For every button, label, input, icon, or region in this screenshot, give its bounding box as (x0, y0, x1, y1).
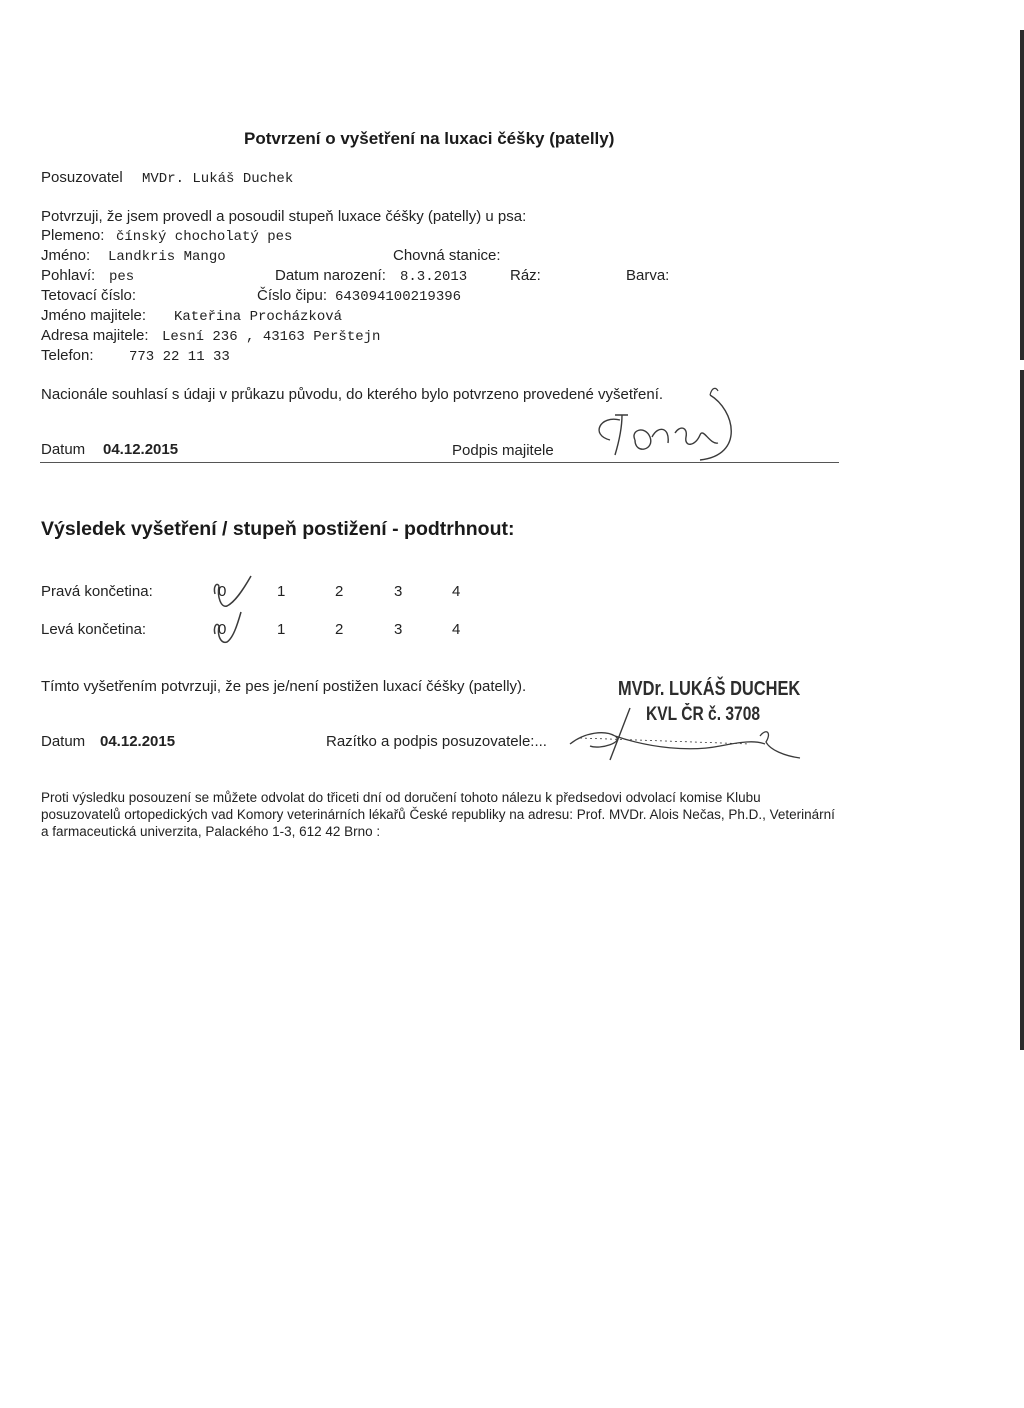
assessor-value: MVDr. Lukáš Duchek (142, 171, 294, 187)
breed-value: čínský chocholatý pes (116, 229, 293, 245)
dog-name-value: Landkris Mango (108, 249, 226, 265)
left-grade-1: 1 (277, 621, 286, 638)
phone-value: 773 22 11 33 (129, 349, 230, 365)
assessor-signature (560, 700, 810, 770)
right-grade-0: 0 (218, 583, 227, 600)
left-leg-check-mark (205, 608, 265, 648)
left-leg-label: Levá končetina: (41, 621, 147, 638)
document-title: Potvrzení o vyšetření na luxaci čéšky (patelly) (244, 129, 615, 148)
owner-address-value: Lesní 236 , 43163 Perštejn (162, 329, 381, 345)
birth-value: 8.3.2013 (400, 269, 468, 285)
phone-label: Telefon: (41, 347, 94, 364)
result-title: Výsledek vyšetření / stupeň postižení - podtrhnout: (41, 518, 515, 540)
owner-name-value: Kateřina Procházková (174, 309, 343, 325)
birth-label: Datum narození: (275, 267, 386, 284)
sex-value: pes (109, 269, 135, 285)
owner-signature (560, 385, 760, 465)
left-grade-2: 2 (335, 621, 344, 638)
statement-text: Tímto vyšetřením potvrzuji, že pes je/není postižen luxací čéšky (patelly). (41, 678, 527, 695)
intro-text: Potvrzuji, že jsem provedl a posoudil stupeň luxace čéšky (patelly) u psa: (41, 208, 527, 225)
date1-label: Datum (41, 441, 86, 458)
scan-edge-top (1020, 30, 1024, 360)
date2-label: Datum (41, 733, 86, 750)
right-leg-check-mark (205, 572, 265, 612)
stamp-line2: KVL ČR č. 3708 (646, 704, 761, 725)
date1-value: 04.12.2015 (103, 441, 179, 458)
right-grade-1: 1 (277, 583, 286, 600)
kennel-label: Chovná stanice: (393, 247, 501, 264)
stamp-line1: MVDr. LUKÁŠ DUCHEK (618, 678, 801, 700)
tattoo-label: Tetovací číslo: (41, 287, 137, 304)
assessor-signature-label: Razítko a podpis posuzovatele:... (326, 733, 547, 750)
sex-label: Pohlaví: (41, 267, 96, 284)
owner-name-label: Jméno majitele: (41, 307, 147, 324)
right-grade-4: 4 (452, 583, 461, 600)
right-grade-3: 3 (394, 583, 403, 600)
color-label: Barva: (626, 267, 670, 284)
type-label: Ráz: (510, 267, 541, 284)
chip-label: Číslo čipu: (257, 287, 328, 304)
assessor-label: Posuzovatel (41, 169, 123, 186)
left-grade-3: 3 (394, 621, 403, 638)
right-grade-2: 2 (335, 583, 344, 600)
breed-label: Plemeno: (41, 227, 105, 244)
date2-value: 04.12.2015 (100, 733, 176, 750)
owner-signature-label: Podpis majitele (452, 442, 554, 459)
chip-value: 643094100219396 (335, 289, 462, 305)
left-grade-0: 0 (218, 621, 227, 638)
owner-address-label: Adresa majitele: (41, 327, 149, 344)
consent-text: Nacionále souhlasí s údaji v průkazu původu, do kterého bylo potvrzeno provedené vyšetření. (41, 386, 664, 403)
scan-edge-bottom (1020, 370, 1024, 1050)
dog-name-label: Jméno: (41, 247, 91, 264)
right-leg-label: Pravá končetina: (41, 583, 153, 600)
left-grade-4: 4 (452, 621, 461, 638)
separator-line (40, 462, 839, 463)
appeal-notice: Proti výsledku posouzení se můžete odvolat do třiceti dní od doručení tohoto nálezu k předsedovi odvolací komise Klubu posuzovatelů ortopedických vad Komory veterinárních lékařů České republiky na adresu: Prof. MVDr. Alois Nečas, Ph.D., Veterinární a farmaceutická univerzita, Palackého 1-3, 612 42 Brno : (41, 790, 835, 839)
